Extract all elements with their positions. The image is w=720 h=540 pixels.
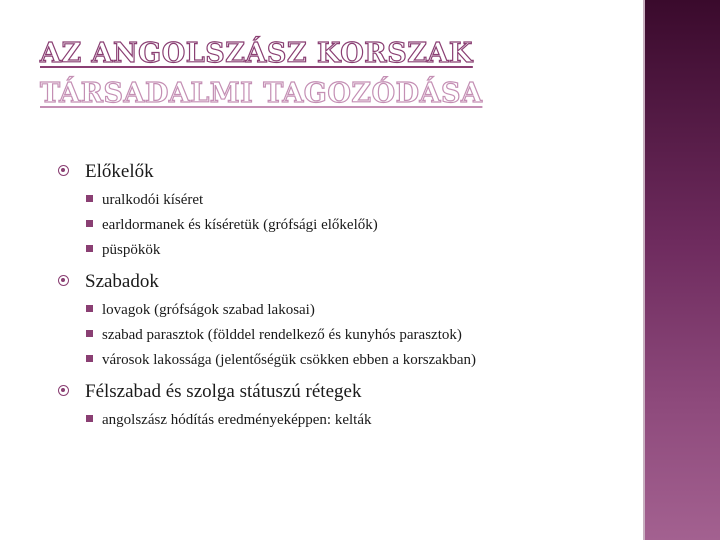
circle-bullet-icon <box>58 165 69 176</box>
sublist-elokelok <box>58 190 638 260</box>
list-item-text: uralkodói kíséret <box>102 192 204 208</box>
bullet-content <box>58 160 638 440</box>
list-item <box>58 190 638 210</box>
bullet-label: Szabadok <box>85 271 159 292</box>
sublist-felszabad <box>58 410 638 430</box>
list-item <box>58 325 638 345</box>
square-bullet-icon <box>86 195 93 202</box>
bullet-felszabad <box>58 380 638 404</box>
square-bullet-icon <box>86 245 93 252</box>
list-item <box>58 350 638 370</box>
list-item-text: városok lakossága (jelentőségük csökken ebben a korszakban) <box>102 352 477 368</box>
list-item-text: earldormanek és kíséretük (grófsági előkelők) <box>102 217 378 233</box>
bullet-elokelok <box>58 160 638 184</box>
bullet-label: Előkelők <box>85 161 154 182</box>
title-line-1: AZ ANGOLSZÁSZ KORSZAK <box>40 38 473 69</box>
bullet-label: Félszabad és szolga státuszú rétegek <box>85 381 362 402</box>
title-line-2: TÁRSADALMI TAGOZÓDÁSA <box>40 78 483 109</box>
list-item-text: angolszász hódítás eredményeképpen: kelták <box>102 412 372 428</box>
slide-title <box>40 34 630 114</box>
bullet-szabadok <box>58 270 638 294</box>
square-bullet-icon <box>86 305 93 312</box>
sublist-szabadok <box>58 300 638 370</box>
square-bullet-icon <box>86 330 93 337</box>
list-item-text: lovagok (grófságok szabad lakosai) <box>102 302 315 318</box>
list-item-text: szabad parasztok (földdel rendelkező és kunyhós parasztok) <box>102 327 462 343</box>
square-bullet-icon <box>86 415 93 422</box>
list-item <box>58 240 638 260</box>
square-bullet-icon <box>86 355 93 362</box>
circle-bullet-icon <box>58 385 69 396</box>
list-item <box>58 300 638 320</box>
list-item-text: püspökök <box>102 242 161 258</box>
square-bullet-icon <box>86 220 93 227</box>
circle-bullet-icon <box>58 275 69 286</box>
list-item <box>58 410 638 430</box>
decorative-sidebar <box>643 0 720 540</box>
list-item <box>58 215 638 235</box>
